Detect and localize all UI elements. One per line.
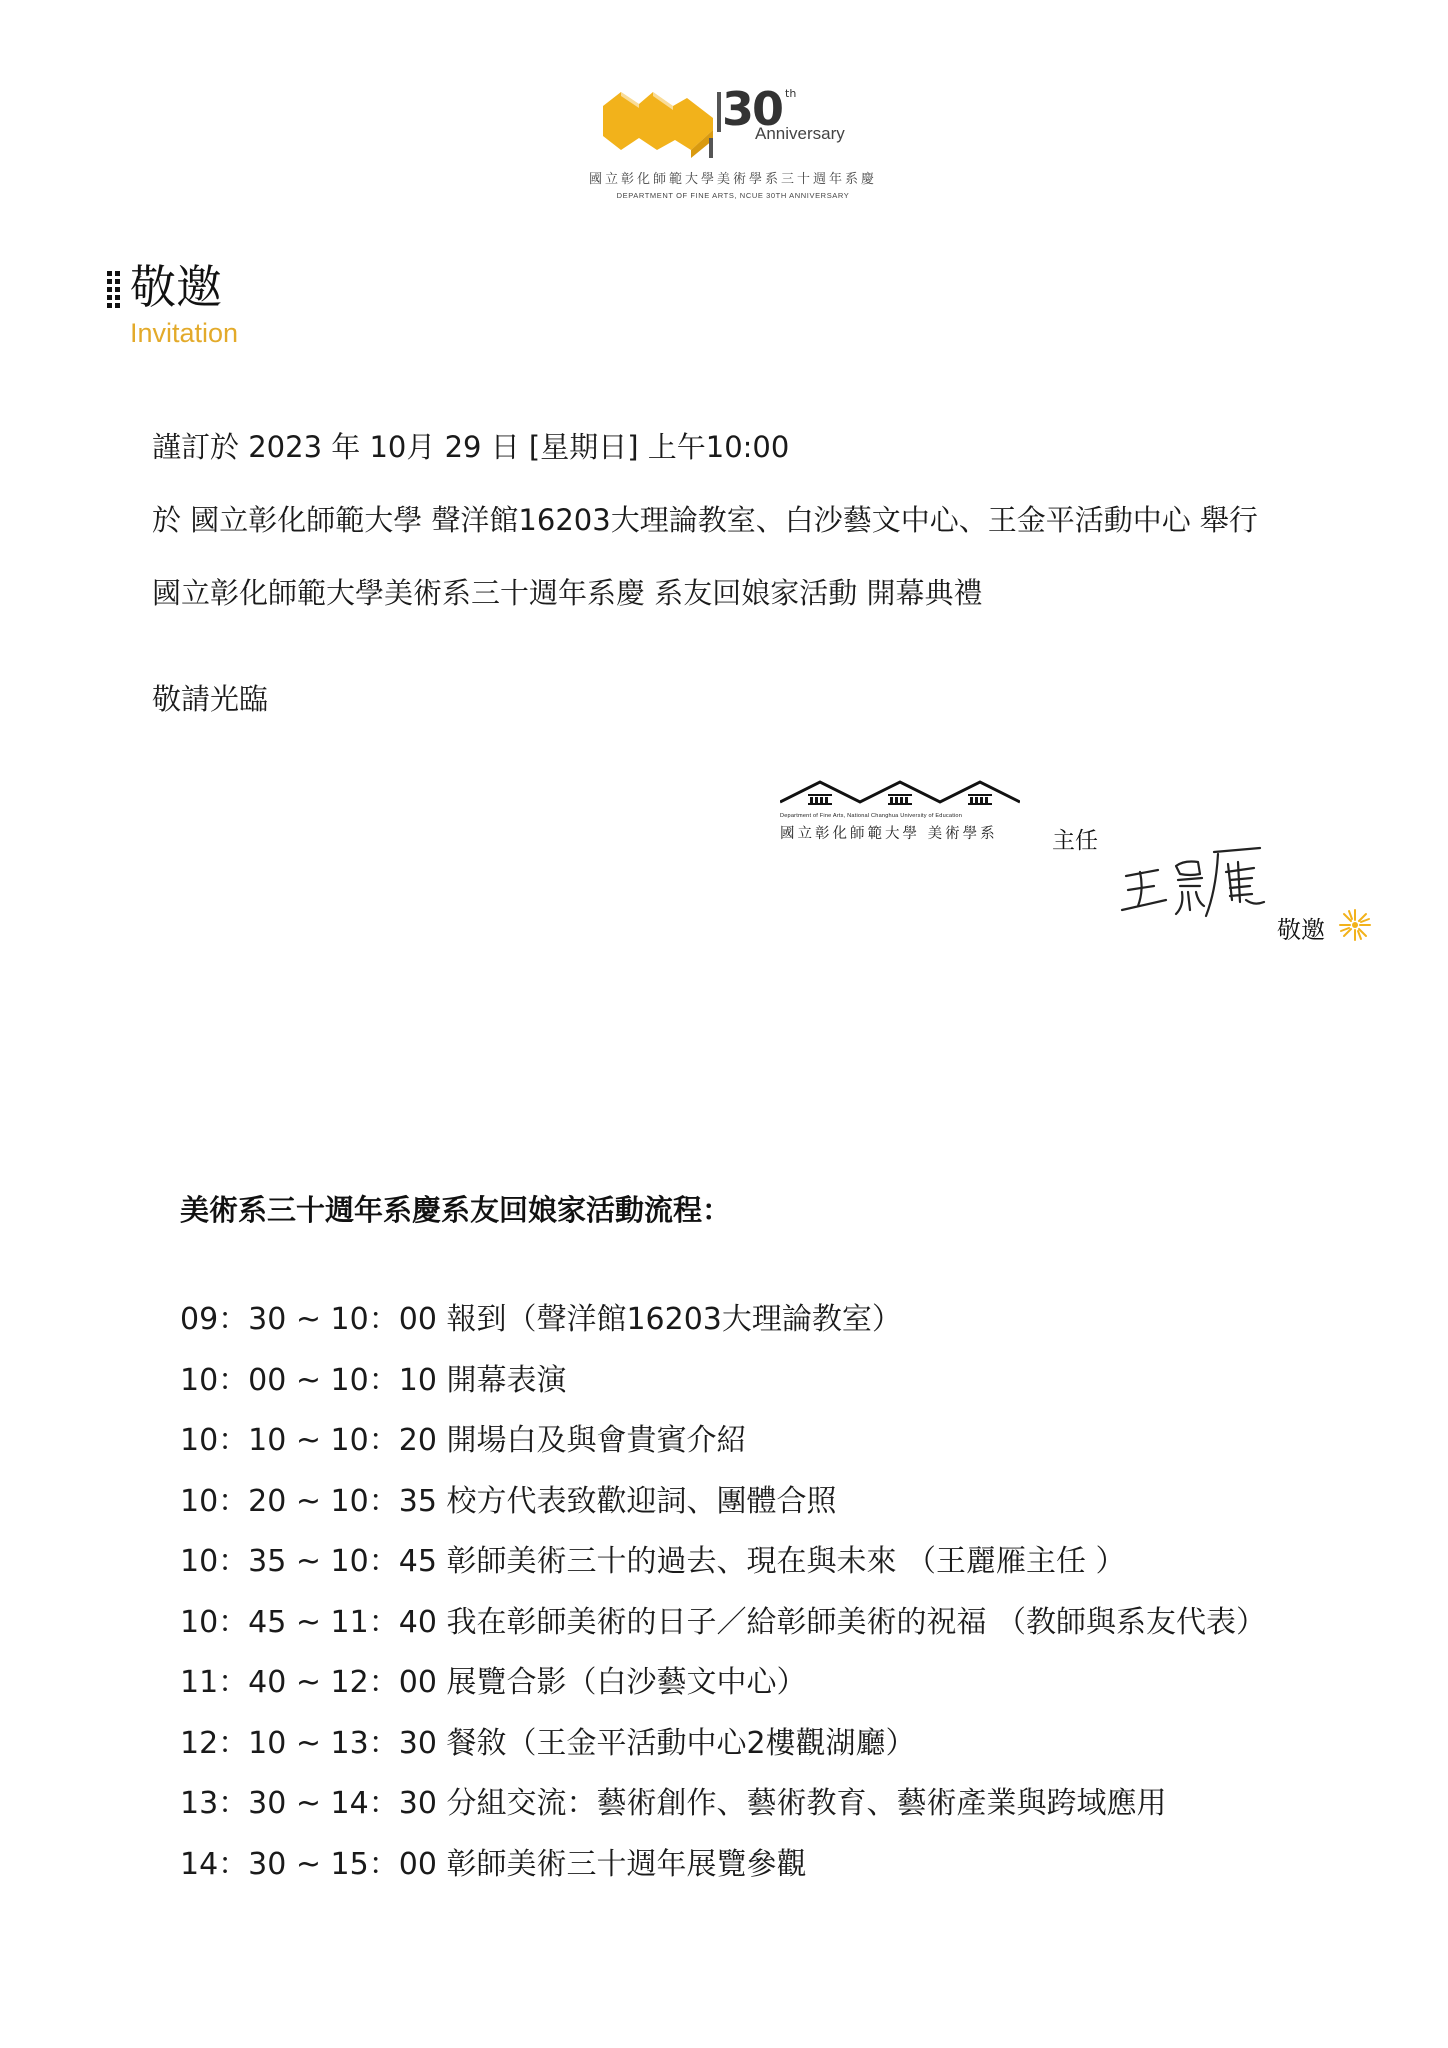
schedule-title: 美術系三十週年系慶系友回娘家活動流程： [180,1193,732,1227]
schedule-item: 11：40 ~ 12：00 展覽合影（白沙藝文中心） [180,1665,807,1700]
schedule-item: 10：35 ~ 10：45 彰師美術三十的過去、現在與未來 （王麗雁主任 ） [180,1544,1126,1579]
venue-line: 於 國立彰化師範大學 聲洋館16203大理論教室、白沙藝文中心、王金平活動中心 舉行 [152,503,1258,537]
department-english-name: Department of Fine Arts, National Changhua University of Education [780,813,963,819]
logo-anniversary-text: Anniversary [755,124,845,143]
invite-word: 敬邀 [1277,916,1325,944]
closing-line: 敬請光臨 [152,682,269,716]
department-roof-logo-icon [780,778,1020,808]
logo-divider [717,92,721,132]
event-line: 國立彰化師範大學美術系三十週年系慶 系友回娘家活動 開幕典禮 [152,576,983,610]
heading-bullet-icon [106,271,122,311]
department-chinese-name: 國立彰化師範大學 美術學系 [780,826,998,842]
schedule-item: 09：30 ~ 10：00 報到（聲洋館16203大理論教室） [180,1302,902,1337]
schedule-item: 10：10 ~ 10：20 開場白及與會貴賓介紹 [180,1423,747,1458]
schedule-item: 10：00 ~ 10：10 開幕表演 [180,1362,567,1398]
logo-english-caption: DEPARTMENT OF FINE ARTS, NCUE 30TH ANNIVERSARY [616,191,850,200]
schedule-item: 14：30 ~ 15：00 彰師美術三十週年展覽參觀 [180,1846,807,1882]
date-line: 謹訂於 2023 年 10月 29 日 [星期日] 上午10:00 [152,430,790,464]
director-label: 主任 [1052,828,1098,854]
invitation-title: 敬邀 [130,260,222,314]
schedule-item: 12：10 ~ 13：30 餐敘（王金平活動中心2樓觀湖廳） [180,1725,916,1761]
sun-burst-icon [1338,908,1372,942]
schedule-item: 10：45 ~ 11：40 我在彰師美術的日子／給彰師美術的祝福 （教師與系友代表） [180,1604,1266,1640]
schedule-item: 10：20 ~ 10：35 校方代表致歡迎詞、團體合照 [180,1483,837,1519]
anniversary-logo-mark-icon [603,78,713,158]
schedule-list [180,1302,1266,1907]
director-signature [1118,840,1268,920]
logo-chinese-caption: 國立彰化師範大學美術學系三十週年系慶 [588,172,877,187]
logo-number: 30 $^{th}$ [722,82,797,136]
schedule-item: 13：30 ~ 14：30 分組交流：藝術創作、藝術教育、藝術產業與跨域應用 [180,1786,1167,1821]
invitation-subtitle: Invitation [130,318,239,348]
